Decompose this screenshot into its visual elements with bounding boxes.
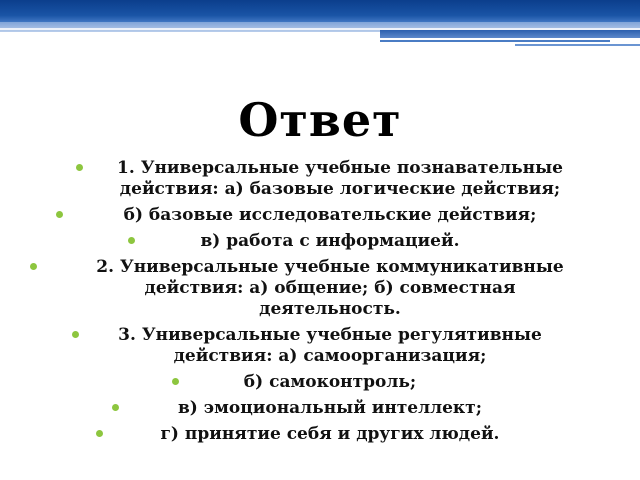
list-item-line: 2. Универсальные учебные коммуникативные (96, 257, 564, 277)
list-item-line: г) принятие себя и других людей. (160, 424, 500, 444)
header-accent-line (380, 40, 610, 42)
list-item (76, 158, 604, 200)
list-item (56, 205, 604, 226)
list-item-line: б) базовые исследовательские действия; (123, 205, 537, 225)
bullet-dot-icon (96, 430, 103, 437)
list-item-line: в) работа с информацией. (200, 231, 460, 251)
bullet-dot-icon (128, 237, 135, 244)
list-item (16, 257, 640, 320)
bullet-dot-icon (72, 331, 79, 338)
bullet-dot-icon (56, 211, 63, 218)
list-item (56, 424, 604, 445)
list-item (56, 325, 604, 367)
bullet-dot-icon (172, 378, 179, 385)
list-item-line: в) эмоциональный интеллект; (177, 398, 482, 418)
list-item (56, 372, 604, 393)
list-item-line: действия: а) общение; б) совместная (144, 278, 516, 298)
list-item-line: 3. Универсальные учебные регулятивные (118, 325, 542, 345)
list-item-line: действия: а) базовые логические действия; (119, 179, 561, 199)
list-item-line: б) самоконтроль; (243, 372, 417, 392)
bullet-dot-icon (30, 263, 37, 270)
list-item (56, 231, 604, 252)
header-accent-line-short (515, 44, 640, 46)
slide-title: Ответ (238, 93, 402, 147)
list-item (56, 398, 604, 419)
bullet-dot-icon (112, 404, 119, 411)
header-accent-block (380, 30, 640, 38)
bullet-dot-icon (76, 164, 83, 171)
list-item-line: деятельность. (259, 299, 401, 319)
answer-list (56, 158, 604, 450)
list-item-line: действия: а) самоорганизация; (173, 346, 487, 366)
list-item-line: 1. Универсальные учебные познавательные (117, 158, 563, 178)
header-bar (0, 0, 640, 22)
